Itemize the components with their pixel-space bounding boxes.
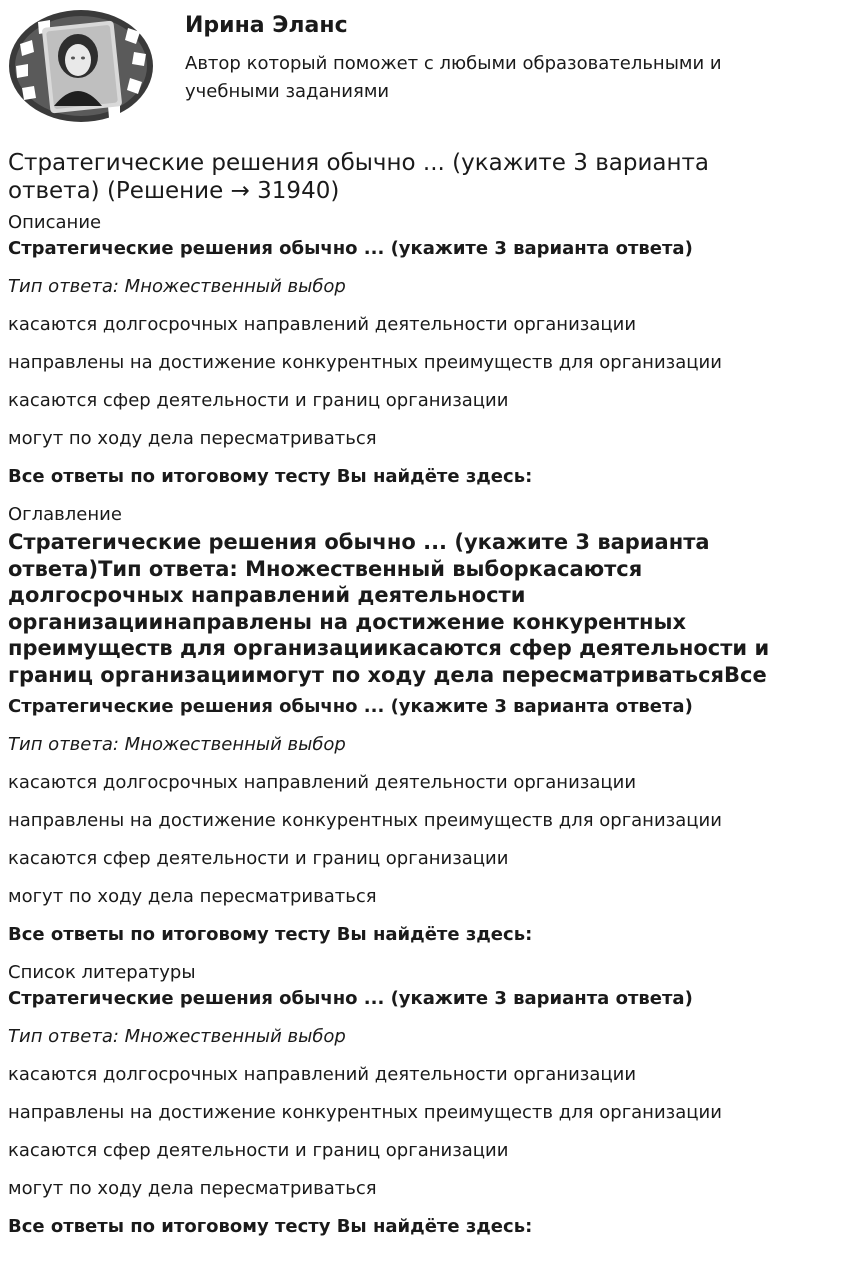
answer-option: касаются долгосрочных направлений деятельности организации bbox=[8, 1064, 637, 1085]
answers-link-text: Все ответы по итоговому тесту Вы найдёте здесь: bbox=[8, 1216, 533, 1237]
answer-option: могут по ходу дела пересматриваться bbox=[8, 428, 377, 449]
answer-type: Тип ответа: Множественный выбор bbox=[8, 734, 346, 755]
answer-option: касаются сфер деятельности и границ организации bbox=[8, 848, 509, 869]
answer-option: направлены на достижение конкурентных преимуществ для организации bbox=[8, 810, 722, 831]
document-title: Стратегические решения обычно ... (укажите 3 варианта ответа) (Решение → 31940) bbox=[8, 150, 710, 204]
description-section bbox=[8, 211, 840, 489]
answer-option: касаются долгосрочных направлений деятельности организации bbox=[8, 314, 637, 335]
answer-option: могут по ходу дела пересматриваться bbox=[8, 886, 377, 907]
question-text: Стратегические решения обычно ... (укажите 3 варианта ответа) bbox=[8, 988, 693, 1009]
section-label-bibliography: Список литературы bbox=[8, 962, 196, 983]
author-avatar[interactable] bbox=[8, 6, 154, 126]
section-label-toc: Оглавление bbox=[8, 504, 122, 525]
answer-option: касаются сфер деятельности и границ организации bbox=[8, 1140, 509, 1161]
answer-type: Тип ответа: Множественный выбор bbox=[8, 276, 346, 297]
toc-summary: Стратегические решения обычно ... (укажите 3 варианта ответа)Тип ответа: Множественный выборкасаются долгосрочных направлений деятельности организациинаправлены на достижение конкурентных преимуществ для организациикасаются сфер деятельности и границ организациимогут по ходу дела пересматриватьсяВсе bbox=[8, 530, 770, 687]
answer-option: могут по ходу дела пересматриваться bbox=[8, 1178, 377, 1199]
answer-option: касаются долгосрочных направлений деятельности организации bbox=[8, 772, 637, 793]
section-label-description: Описание bbox=[8, 212, 102, 233]
question-text: Стратегические решения обычно ... (укажите 3 варианта ответа) bbox=[8, 238, 693, 259]
page bbox=[8, 0, 840, 1253]
author-card bbox=[8, 0, 840, 132]
toc-section bbox=[8, 503, 840, 947]
answer-option: направлены на достижение конкурентных преимуществ для организации bbox=[8, 352, 722, 373]
author-description: Автор который поможет с любыми образовательными и учебными заданиями bbox=[185, 53, 722, 102]
question-text: Стратегические решения обычно ... (укажите 3 варианта ответа) bbox=[8, 696, 693, 717]
answers-link-text: Все ответы по итоговому тесту Вы найдёте здесь: bbox=[8, 466, 533, 487]
answer-type: Тип ответа: Множественный выбор bbox=[8, 1026, 346, 1047]
answer-option: касаются сфер деятельности и границ организации bbox=[8, 390, 509, 411]
bibliography-section bbox=[8, 961, 840, 1239]
answer-option: направлены на достижение конкурентных преимуществ для организации bbox=[8, 1102, 722, 1123]
author-name[interactable]: Ирина Эланс bbox=[185, 13, 348, 38]
answers-link-text: Все ответы по итоговому тесту Вы найдёте здесь: bbox=[8, 924, 533, 945]
